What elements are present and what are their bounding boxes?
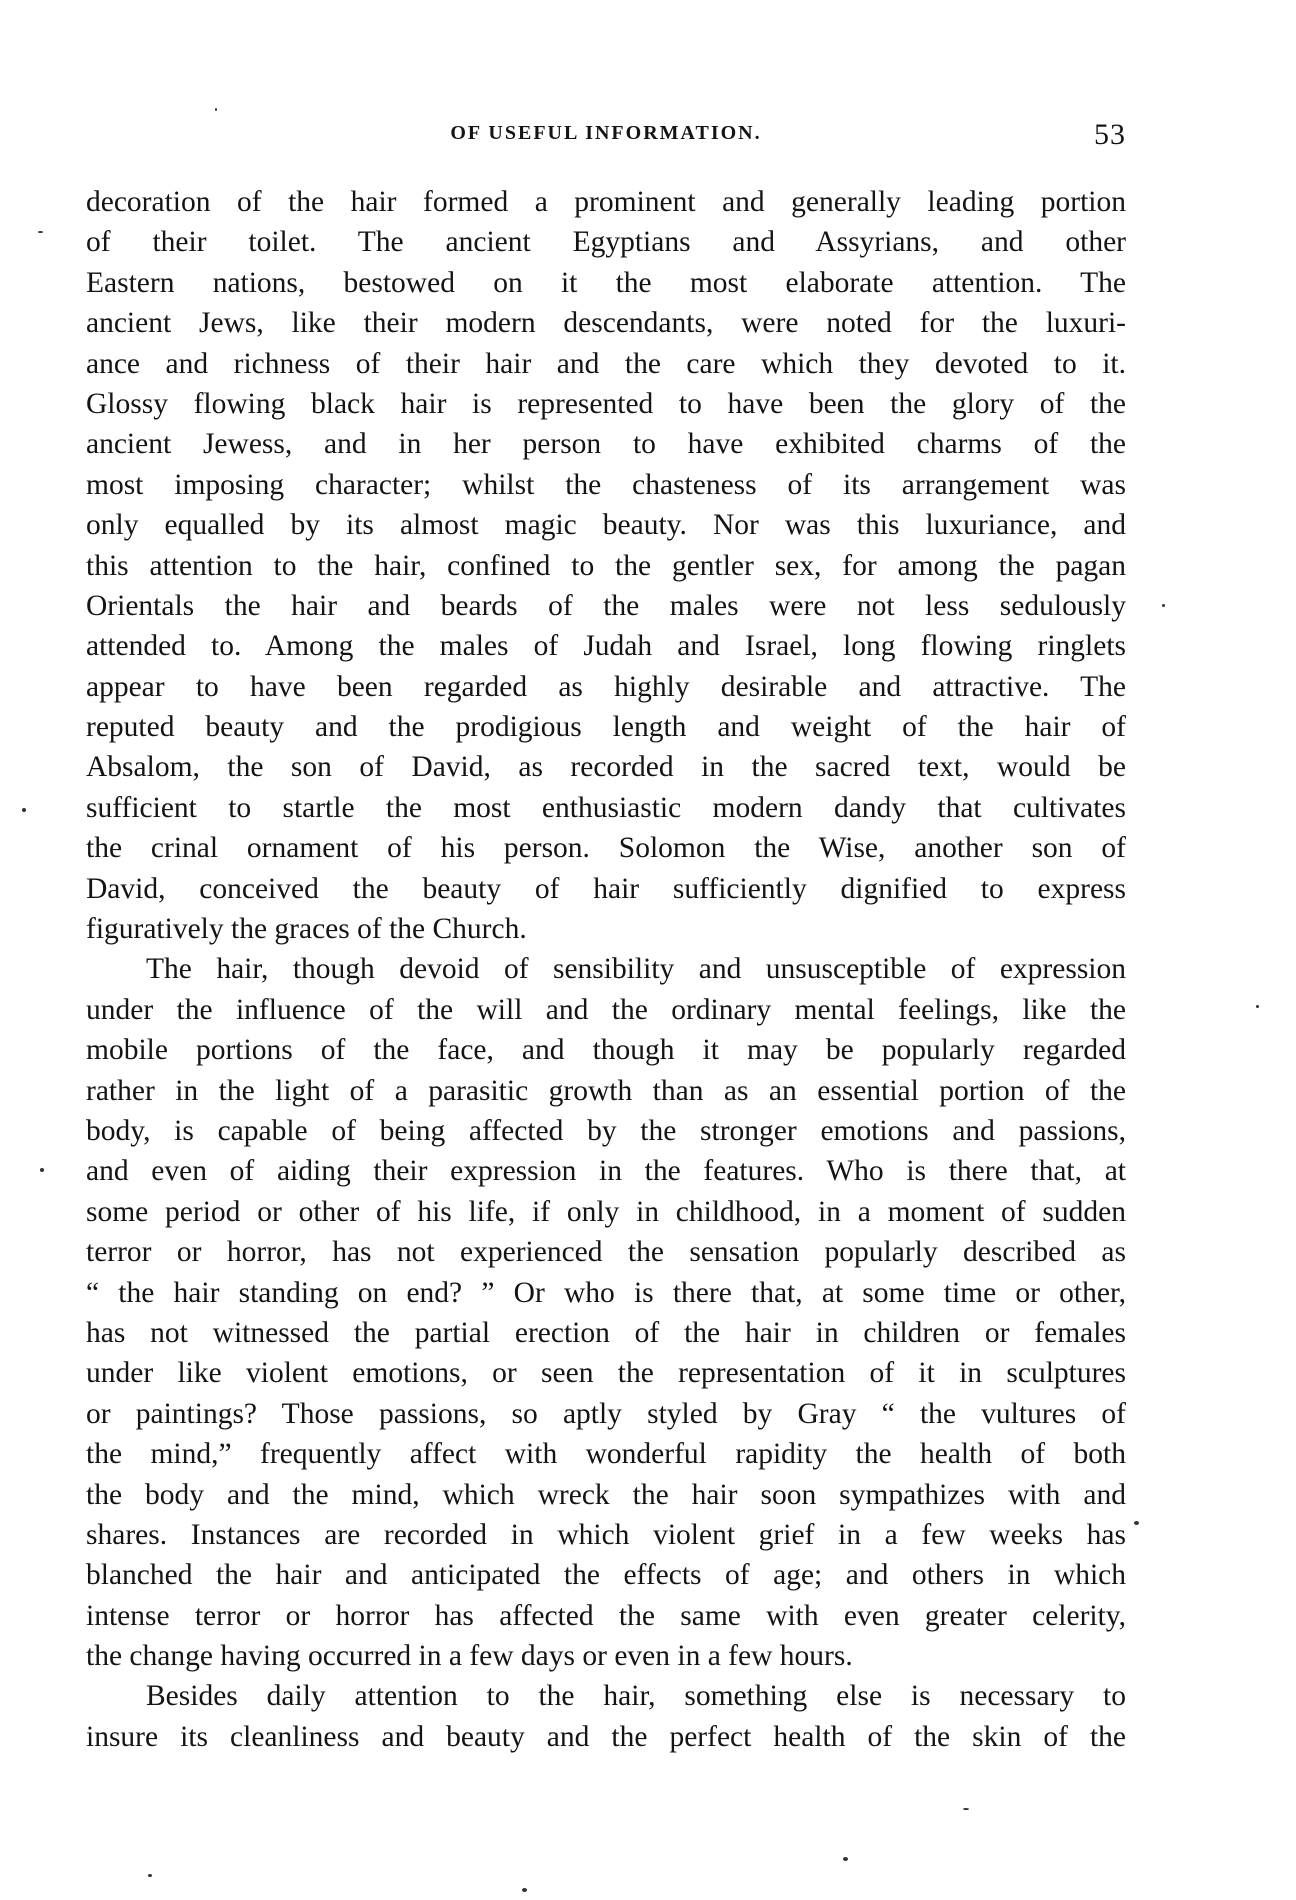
text-line: under the influence of the will and the ordinary mental feelings, like the [86, 993, 1126, 1026]
text-line: Orientals the hair and beards of the males were not less sedulously [86, 589, 1126, 622]
text-line: ance and richness of their hair and the care which they devoted to it. [86, 347, 1126, 380]
text-line: shares. Instances are recorded in which violent grief in a few weeks has [86, 1518, 1126, 1551]
text-line: terror or horror, has not experienced the sensation popularly described as [86, 1236, 1126, 1269]
text-line: this attention to the hair, confined to the gentler sex, for among the pagan [86, 549, 1126, 582]
text-line: the change having occurred in a few days or even in a few hours. [86, 1640, 853, 1673]
text-line: Glossy flowing black hair is represented to have been the glory of the [86, 387, 1126, 420]
text-line: has not witnessed the partial erection of the hair in children or females [86, 1316, 1126, 1349]
scan-speck [148, 1874, 152, 1877]
text-line: or paintings? Those passions, so aptly styled by Gray “ the vultures of [86, 1397, 1126, 1430]
paragraph [86, 1676, 1126, 1757]
running-title: OF USEFUL INFORMATION. [450, 122, 762, 144]
text-line: decoration of the hair formed a prominent and generally leading portion [86, 186, 1126, 218]
text-line: body, is capable of being affected by the stronger emotions and passions, [86, 1114, 1126, 1147]
text-line: ancient Jewess, and in her person to have exhibited charms of the [86, 428, 1126, 461]
text-line: most imposing character; whilst the chasteness of its arrangement was [86, 468, 1126, 501]
text-line: attended to. Among the males of Judah and Israel, long flowing ringlets [86, 630, 1126, 663]
text-line: “ the hair standing on end? ” Or who is there that, at some time or other, [86, 1276, 1126, 1309]
running-head [86, 118, 1126, 158]
text-line: ancient Jews, like their modern descendants, were noted for the luxuri- [86, 307, 1126, 340]
text-line: of their toilet. The ancient Egyptians and Assyrians, and other [86, 226, 1126, 259]
text-line: the crinal ornament of his person. Solomon the Wise, another son of [86, 832, 1126, 865]
text-line: rather in the light of a parasitic growth than as an essential portion of the [86, 1074, 1126, 1107]
text-line: sufficient to startle the most enthusiastic modern dandy that cultivates [86, 791, 1126, 824]
text-line: David, conceived the beauty of hair sufficiently dignified to express [86, 872, 1126, 905]
text-line: only equalled by its almost magic beauty. Nor was this luxuriance, and [86, 509, 1126, 542]
text-line: the mind,” frequently affect with wonderful rapidity the health of both [86, 1438, 1126, 1471]
text-line: Besides daily attention to the hair, something else is necessary to [146, 1680, 1126, 1713]
page-number: 53 [1094, 118, 1126, 151]
scan-speck [522, 1888, 527, 1892]
text-line: and even of aiding their expression in the features. Who is there that, at [86, 1155, 1126, 1188]
scan-speck [1256, 1005, 1259, 1008]
text-line: The hair, though devoid of sensibility and unsusceptible of expression [146, 953, 1126, 986]
text-line: Absalom, the son of David, as recorded in the sacred text, would be [86, 751, 1126, 784]
scan-speck [22, 808, 26, 812]
text-line: mobile portions of the face, and though it may be popularly regarded [86, 1034, 1126, 1067]
text-line: blanched the hair and anticipated the effects of age; and others in which [86, 1559, 1126, 1592]
scan-speck [40, 1168, 44, 1172]
text-line: under like violent emotions, or seen the representation of it in sculptures [86, 1357, 1126, 1390]
text-line: Eastern nations, bestowed on it the most elaborate attention. The [86, 266, 1126, 299]
text-line: intense terror or horror has affected the same with even greater celerity, [86, 1599, 1126, 1632]
text-line: reputed beauty and the prodigious length and weight of the hair of [86, 711, 1126, 744]
paragraph [86, 949, 1126, 1676]
body-text [86, 182, 1126, 1757]
scan-speck [843, 1857, 848, 1861]
scan-speck [38, 231, 43, 233]
text-line: the body and the mind, which wreck the hair soon sympathizes with and [86, 1478, 1126, 1511]
scan-speck [963, 1808, 969, 1810]
scan-speck [1162, 604, 1165, 607]
text-line: insure its cleanliness and beauty and the perfect health of the skin of the [86, 1720, 1126, 1753]
text-line: figuratively the graces of the Church. [86, 913, 527, 946]
scan-speck [1134, 1521, 1139, 1525]
paragraph [86, 182, 1126, 949]
text-line: appear to have been regarded as highly desirable and attractive. The [86, 670, 1126, 703]
text-line: some period or other of his life, if only in childhood, in a moment of sudden [86, 1195, 1126, 1228]
scan-speck [215, 108, 217, 111]
